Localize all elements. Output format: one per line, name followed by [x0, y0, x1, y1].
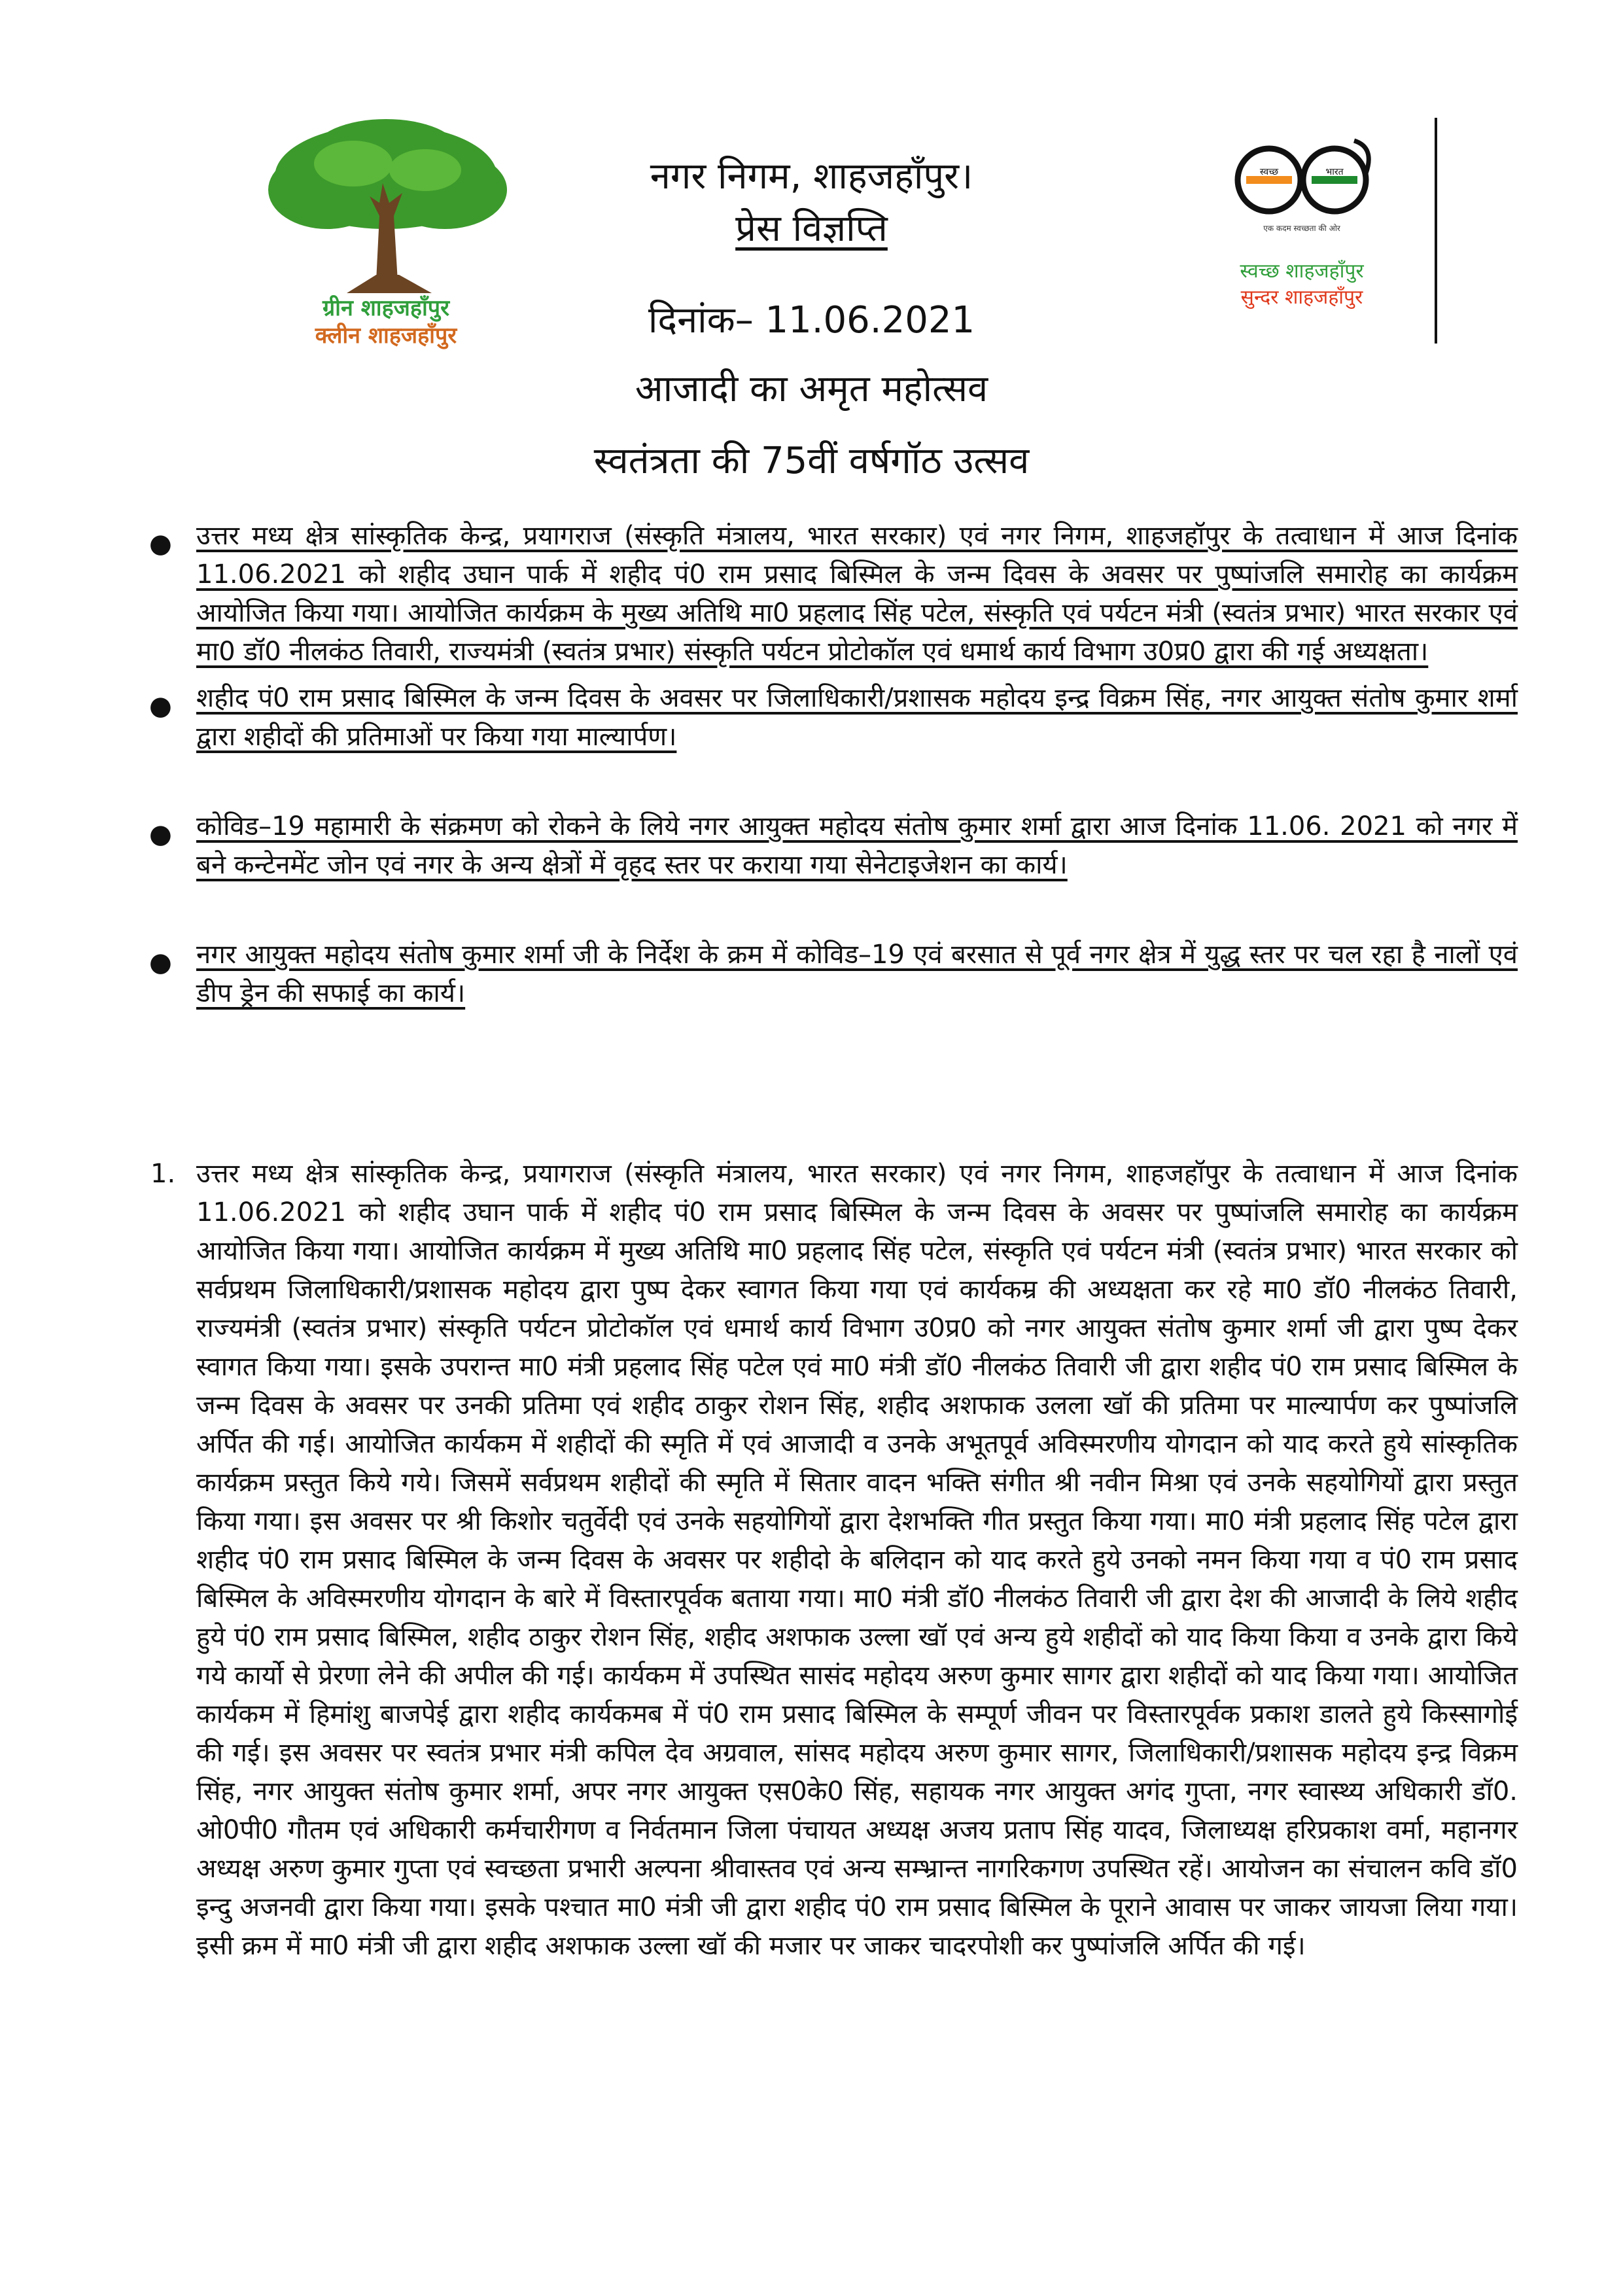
- list-item: [144, 807, 1518, 885]
- logo-left-caption-1: ग्रीन शाहजहाँपुर: [323, 295, 449, 321]
- bullet-dot-icon: ●: [149, 529, 172, 559]
- logo-right-caption-1: स्वच्छ शाहजहाँपुर: [1240, 260, 1364, 283]
- doc-type: [0, 206, 1623, 252]
- bullet-text: कोविड–19 महामारी के संक्रमण को रोकने के लिये नगर आयुक्त महोदय संतोष कुमार शर्मा द्वारा आज दिनांक 11.06. 2021 को नगर में बने कन्टेनमेंट जोन एवं नगर के अन्य क्षेत्रों में वृहद स्तर पर कराया गया सेनेटाइजेशन का कार्य।: [196, 811, 1518, 880]
- bullet-dot-icon: ●: [149, 947, 172, 978]
- logo-tagline: एक कदम स्वच्छता की ओर: [1263, 224, 1340, 233]
- bullet-text: उत्तर मध्य क्षेत्र सांस्कृतिक केन्द्र, प्रयागराज (संस्कृति मंत्रालय, भारत सरकार) एवं नगर निगम, शाहजहॉपुर के तत्वाधान में आज दिनांक 11.06.2021 को शहीद उघान पार्क में शहीद पं0 राम प्रसाद बिस्मिल के जन्म दिवस के अवसर पर पुष्पांजलि समारोह का कार्यक्रम आयोजित किया गया। आयोजित कार्यक्रम के मुख्य अतिथि मा0 प्रहलाद सिंह पटेल, संस्कृति एवं पर्यटन मंत्री (स्वतंत्र प्रभार) भारत सरकार एवं मा0 डॉ0 नीलकंठ तिवारी, राज्यमंत्री (स्वतंत्र प्रभार) संस्कृति पर्यटन प्रोटोकॉल एवं धमार्थ कार्य विभाग उ0प्र0 द्वारा की गई अध्यक्षता।: [196, 521, 1518, 667]
- glasses-left-text: स्वच्छ: [1259, 167, 1279, 177]
- paragraph-body: उत्तर मध्य क्षेत्र सांस्कृतिक केन्द्र, प्रयागराज (संस्कृति मंत्रालय, भारत सरकार) एवं नगर निगम, शाहजहॉपुर के तत्वाधान में आज दिनांक 11.06.2021 को शहीद उघान पार्क में शहीद पं0 राम प्रसाद बिस्मिल के जन्म दिवस के अवसर पर पुष्पांजलि समारोह का कार्यक्रम आयोजित किया गया। आयोजित कार्यक्रम में मुख्य अतिथि मा0 प्रहलाद सिंह पटेल, संस्कृति एवं पर्यटन मंत्री (स्वतंत्र प्रभार) भारत सरकार को सर्वप्रथम जिलाधिकारी/प्रशासक महोदय द्वारा पुष्प देकर स्वागत किया गया एवं कार्यकम्र की अध्यक्षता कर रहे मा0 डॉ0 नीलकंठ तिवारी, राज्यमंत्री (स्वतंत्र प्रभार) संस्कृति पर्यटन प्रोटोकॉल एवं धमार्थ कार्य विभाग उ0प्र0 को नगर आयुक्त संतोष कुमार शर्मा जी द्वारा पुष्प देकर स्वागत किया गया। इसके उपरान्त मा0 मंत्री प्रहलाद सिंह पटेल एवं मा0 मंत्री डॉ0 नीलकंठ तिवारी जी द्वारा शहीद पं0 राम प्रसाद बिस्मिल के जन्म दिवस के अवसर पर उनकी प्रतिमा एवं शहीद ठाकुर रोशन सिंह, शहीद अशफाक उलला खॉ की प्रतिमा पर माल्यार्पण कर पुष्पांजलि अर्पित की गई। आयोजित कार्यकम में शहीदों की स्मृति में एवं आजादी व उनके अभूतपूर्व अविस्मरणीय योगदान को याद करते हुये सांस्कृतिक कार्यक्रम प्रस्तुत किये गये। जिसमें सर्वप्रथम शहीदों की स्मृति में सितार वादन भक्ति संगीत श्री नवीन मिश्रा एवं उनके सहयोगियों द्वारा प्रस्तुत किया गया। इस अवसर पर श्री किशोर चतुर्वेदी एवं उनके सहयोगियों द्वारा देशभक्ति गीत प्रस्तुत किया गया। मा0 मंत्री प्रहलाद सिंह पटेल द्वारा शहीद पं0 राम प्रसाद बिस्मिल के जन्म दिवस के अवसर पर शहीदो के बलिदान को याद करते हुये उनको नमन किया गया व पं0 राम प्रसाद बिस्मिल के अविस्मरणीय योगदान के बारे में विस्तारपूर्वक बताया गया। मा0 मंत्री डॉ0 नीलकंठ तिवारी जी द्वारा देश की आजादी के लिये शहीद हुये पं0 राम प्रसाद बिस्मिल, शहीद ठाकुर रोशन सिंह, शहीद अशफाक उल्ला खॉ एवं अन्य हुये शहीदों को याद किया किया व उनके द्वारा किये गये कार्यो से प्रेरणा लेने की अपील की गई। कार्यकम में उपस्थित सासंद महोदय अरुण कुमार सागर द्वारा शहीदों को याद किया गया। आयोजित कार्यकम में हिमांशु बाजपेई द्वारा शहीद कार्यकमब में पं0 राम प्रसाद बिस्मिल के सम्पूर्ण जीवन पर विस्तारपूर्वक प्रकाश डालते हुये किस्सागोई की गई। इस अवसर पर स्वतंत्र प्रभार मंत्री कपिल देव अग्रवाल, सांसद महोदय अरुण कुमार सागर, जिलाधिकारी/प्रशासक महोदय इन्द्र विक्रम सिंह, नगर आयुक्त संतोष कुमार शर्मा, अपर नगर आयुक्त एस0के0 सिंह, सहायक नगर आयुक्त अगंद गुप्ता, नगर स्वास्थ्य अधिकारी डॉ0. ओ0पी0 गौतम एवं अधिकारी कर्मचारीगण व निर्वतमान जिला पंचायत अध्यक्ष अजय प्रताप सिंह यादव, जिलाध्यक्ष हरिप्रकाश वर्मा, महानगर अध्यक्ष अरुण कुमार गुप्ता एवं स्वच्छता प्रभारी अल्पना श्रीवास्तव एवं अन्य सम्भ्रान्त नागरिकगण उपस्थित रहें। आयोजन का संचालन कवि डॉ0 इन्दु अजनवी द्वारा किया गया। इसके पश्चात मा0 मंत्री जी द्वारा शहीद पं0 राम प्रसाद बिस्मिल के पूराने आवास पर जाकर जायजा लिया गया। इसी क्रम में मा0 मंत्री जी द्वारा शहीद अशफाक उल्ला खॉ की मजार पर जाकर चादरपोशी कर पुष्पांजलि अर्पित की गई।: [196, 1159, 1518, 1961]
- paragraph-number: 1.: [150, 1159, 176, 1189]
- date-line: दिनांक– 11.06.2021: [648, 299, 975, 342]
- title-line-1: आजादी का अमृत महोत्सव: [635, 368, 988, 410]
- doc-type-text: प्रेस विज्ञप्ति: [735, 207, 888, 250]
- logo-right-caption-2: सुन्दर शाहजहाँपुर: [1240, 286, 1363, 309]
- org-name: नगर निगम, शाहजहाँपुर।: [650, 155, 973, 198]
- logo-left-caption-2: क्लीन शाहजहाँपुर: [315, 323, 457, 349]
- list-item: [144, 936, 1518, 1013]
- title-line-2: स्वतंत्रता की 75वीं वर्षगॉठ उत्सव: [593, 440, 1030, 482]
- glasses-right-text: भारत: [1325, 167, 1344, 177]
- list-item: [144, 517, 1518, 671]
- bullet-text: शहीद पं0 राम प्रसाद बिस्मिल के जन्म दिवस के अवसर पर जिलाधिकारी/प्रशासक महोदय इन्द्र विक्रम सिंह, नगर आयुक्त संतोष कुमार शर्मा द्वारा शहीदों की प्रतिमाओं पर किया गया माल्यार्पण।: [196, 683, 1518, 752]
- detail-paragraph: [144, 1155, 1518, 1966]
- list-item: [144, 679, 1518, 756]
- highlights-list: [144, 517, 1518, 1013]
- bullet-text: नगर आयुक्त महोदय संतोष कुमार शर्मा जी के निर्देश के क्रम में कोविड–19 एवं बरसात से पूर्व नगर क्षेत्र में युद्ध स्तर पर चल रहा है नालों एवं डीप ड्रेन की सफाई का कार्य।: [196, 940, 1518, 1008]
- bullet-dot-icon: ●: [149, 691, 172, 721]
- bullet-dot-icon: ●: [149, 819, 172, 849]
